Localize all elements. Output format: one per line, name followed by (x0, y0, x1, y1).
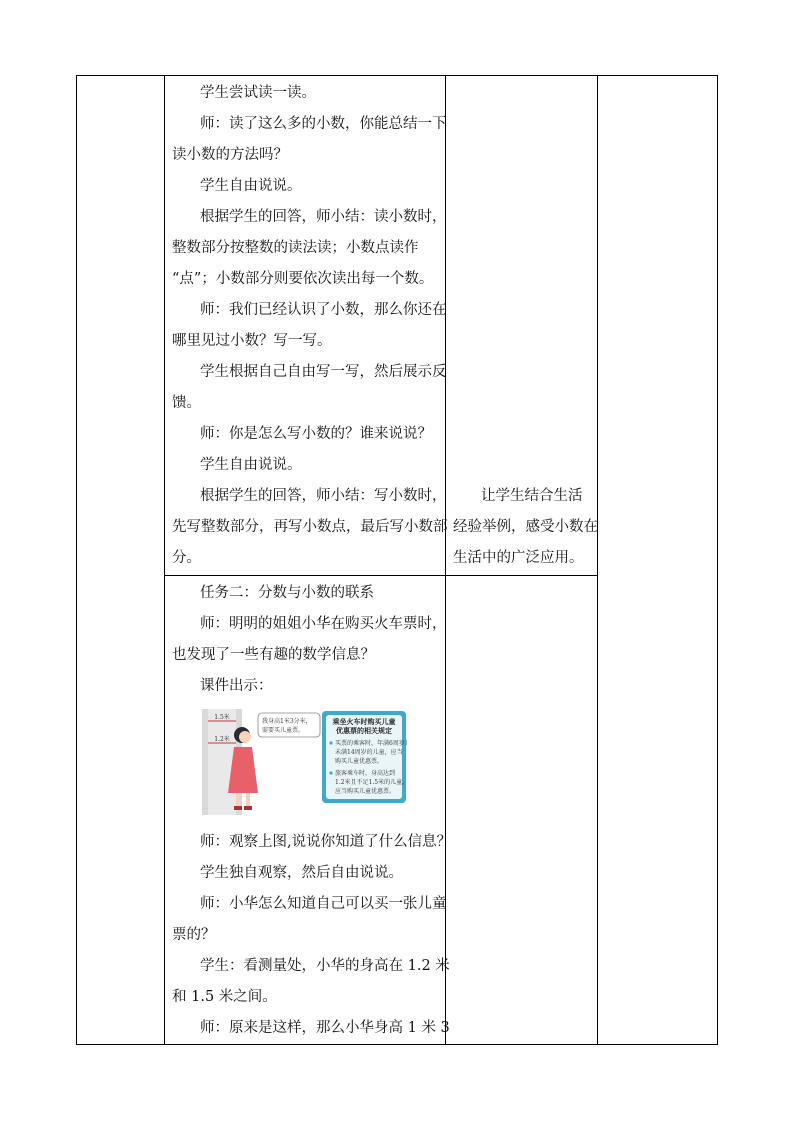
rule-text: 购买儿童优惠票。 (335, 758, 384, 765)
paragraph-line: 学生独自观察，然后自由说说。 (200, 865, 403, 881)
bullet-icon (329, 771, 332, 774)
speech-text: 我身高1米3分米， (262, 718, 312, 725)
rule-text: 旅客乘车时，身高达到 (335, 770, 396, 777)
mark-label-top: 1.5米 (214, 714, 230, 721)
paragraph-line: 师：我们已经认识了小数，那么你还在 (200, 302, 447, 318)
rule-text: 1.2米且不足1.5米的儿童， (335, 779, 407, 786)
paragraph-line: 也发现了一些有趣的数学信息？ (172, 647, 375, 663)
paragraph-line: 票的？ (172, 927, 216, 943)
girl-leg (246, 793, 250, 807)
column-divider-1 (164, 75, 165, 1045)
paragraph-line: 哪里见过小数？写一写。 (172, 333, 332, 349)
table-border-right (717, 75, 718, 1045)
paragraph-line: 学生自由说说。 (200, 178, 302, 194)
paragraph-line: 读小数的方法吗？ (172, 147, 288, 163)
paragraph-line: 师：原来是这样，那么小华身高 1 米 3 (200, 1020, 450, 1036)
measuring-board (208, 709, 236, 815)
paragraph-line: 师：明明的姐姐小华在购买火车票时， (200, 616, 447, 632)
rule-text: 未满14周岁的儿童，应当 (335, 749, 403, 756)
paragraph-line: “点”；小数部分则要依次读出每一个数。 (172, 271, 434, 287)
paragraph-line: 师：你是怎么写小数的？谁来说说？ (200, 426, 432, 442)
intent-line: 让学生结合生活 (481, 488, 583, 504)
table-border-top (76, 75, 718, 76)
bullet-icon (329, 741, 332, 744)
paragraph-line: 根据学生的回答，师小结：读小数时， (200, 209, 447, 225)
paragraph-line: 馈。 (172, 395, 201, 411)
intent-line: 经验举例，感受小数在 (453, 519, 598, 535)
courseware-illustration (124, 707, 407, 817)
girl-face (239, 731, 251, 743)
task-heading: 任务二：分数与小数的联系 (200, 585, 374, 601)
mark-label-bottom: 1.2米 (214, 736, 230, 743)
girl-shoe (244, 806, 252, 810)
paragraph-line: 和 1.5 米之间。 (172, 989, 277, 1005)
row-divider (164, 575, 597, 576)
paragraph-line: 学生根据自己自由写一写，然后展示反 (200, 364, 447, 380)
paragraph-line: 根据学生的回答，师小结：写小数时， (200, 488, 447, 504)
rule-text: 买票的乘客时，年满6周岁且 (335, 740, 407, 747)
rule-text: 应当购买儿童优惠票。 (335, 788, 396, 795)
column-divider-3 (597, 75, 598, 1045)
paragraph-line: 先写整数部分，再写小数点，最后写小数部 (172, 519, 448, 535)
rules-title: 优惠票的相关规定 (336, 726, 392, 735)
table-border-bottom (76, 1044, 718, 1045)
paragraph-line: 师：观察上图,说说你知道了什么信息？ (200, 834, 452, 850)
paragraph-line: 课件出示： (200, 678, 273, 694)
rules-title: 乘坐火车时购买儿童 (332, 717, 396, 726)
speech-text: 需要买儿童票。 (262, 727, 305, 734)
girl-leg (236, 793, 240, 807)
intent-line: 生活中的广泛应用。 (453, 550, 584, 566)
paragraph-line: 学生自由说说。 (200, 457, 302, 473)
paragraph-line: 整数部分按整数的读法读；小数点读作 (172, 240, 419, 256)
table-border-left (76, 75, 77, 1045)
girl-shoe (234, 806, 242, 810)
paragraph-line: 分。 (172, 550, 201, 566)
paragraph-line: 学生尝试读一读。 (200, 85, 316, 101)
paragraph-line: 师：小华怎么知道自己可以买一张儿童 (200, 896, 447, 912)
illustration-svg (124, 707, 407, 817)
paragraph-line: 师：读了这么多的小数，你能总结一下 (200, 116, 447, 132)
paragraph-line: 学生：看测量处，小华的身高在 1.2 米 (200, 958, 450, 974)
